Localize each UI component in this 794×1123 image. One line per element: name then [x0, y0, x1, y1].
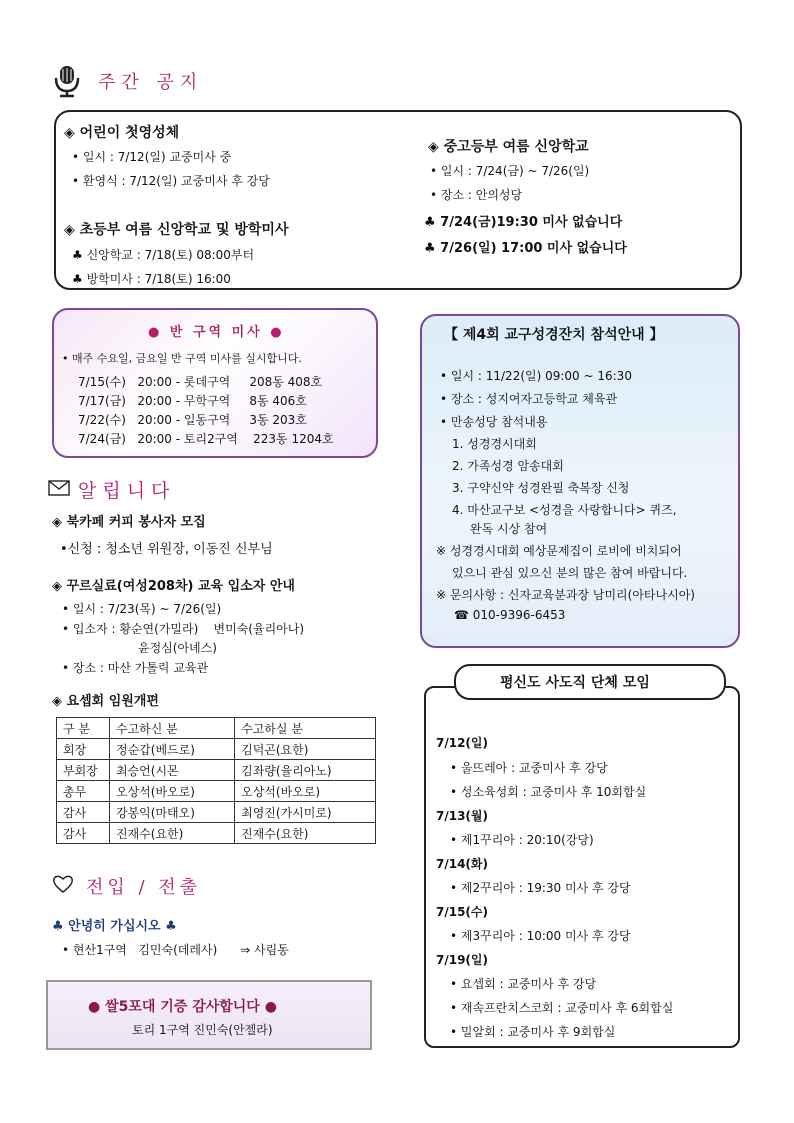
- table-row: [57, 823, 376, 844]
- table-row: [57, 718, 376, 739]
- meeting-item: • 제3꾸리아 : 10:00 미사 후 강당: [450, 929, 631, 943]
- table-cell: 감사: [57, 823, 110, 844]
- no-mass-notice-1: ♣ 7/24(금)19:30 미사 없습니다: [424, 215, 623, 230]
- first-communion-heading: ◈ 어린이 첫영성체: [64, 125, 180, 141]
- meeting-item: • 재속프란치스코회 : 교중미사 후 6회합실: [450, 1001, 674, 1015]
- meeting-date: 7/13(월): [436, 809, 488, 823]
- ban-mass-row: 7/24(금) 20:00 - 토리2구역 223동 1204호: [78, 432, 334, 446]
- table-row: [57, 760, 376, 781]
- meeting-date: 7/19(일): [436, 953, 488, 967]
- meeting-date: 7/14(화): [436, 857, 488, 871]
- meeting-item: • 밀알회 : 교중미사 후 9회합실: [450, 1025, 616, 1039]
- bible-line: • 만송성당 참석내용: [440, 415, 548, 429]
- first-communion-date: • 일시 : 7/12(일) 교중미사 중: [72, 150, 232, 164]
- elementary-camp-line: ♣ 신앙학교 : 7/18(토) 08:00부터: [72, 248, 255, 262]
- meeting-date: 7/15(수): [436, 905, 488, 919]
- book-cafe-apply: •신청 : 청소년 위원장, 이동진 신부님: [60, 542, 273, 557]
- meeting-item: • 요셉회 : 교중미사 후 강당: [450, 977, 597, 991]
- table-row: [57, 781, 376, 802]
- heart-icon: [52, 874, 74, 898]
- youth-camp-heading: ◈ 중고등부 여름 신앙학교: [428, 139, 589, 155]
- joseph-officers-table: [56, 717, 376, 844]
- bible-line: ※ 성경경시대회 예상문제집이 로비에 비치되어: [436, 544, 682, 558]
- notice-title: 알립니다: [78, 480, 176, 502]
- bible-line: 3. 구약신약 성경완필 축복장 신청: [452, 481, 630, 495]
- weekly-title: 주간 공지: [98, 72, 204, 93]
- table-cell: 수고하신 분: [110, 718, 235, 739]
- table-row: [57, 802, 376, 823]
- envelope-icon: [48, 480, 70, 500]
- table-cell: 오상석(바오로): [110, 781, 235, 802]
- table-cell: 강봉익(마태오): [110, 802, 235, 823]
- book-cafe-heading: ◈ 북카페 커피 봉사자 모집: [52, 515, 206, 530]
- thanks-title: ● 쌀5포대 기증 감사합니다 ●: [88, 999, 277, 1015]
- table-cell: 회장: [57, 739, 110, 760]
- bible-contact-phone: ☎ 010-9396-6453: [454, 608, 566, 622]
- meetings-title: 평신도 사도직 단체 모임: [500, 675, 650, 691]
- microphone-icon: [52, 64, 82, 98]
- meeting-item: • 제2꾸리아 : 19:30 미사 후 강당: [450, 881, 631, 895]
- ban-mass-row: 7/17(금) 20:00 - 무학구역 8동 406호: [78, 394, 307, 408]
- table-cell: 수고하실 분: [235, 718, 376, 739]
- youth-camp-place: • 장소 : 안의성당: [430, 188, 523, 202]
- bible-line: 4. 마산교구보 <성경을 사랑합니다> 퀴즈,: [452, 503, 677, 517]
- table-cell: 총무: [57, 781, 110, 802]
- bible-line: 완독 시상 참여: [470, 522, 548, 536]
- meeting-date: 7/12(일): [436, 736, 488, 750]
- no-mass-notice-2: ♣ 7/26(일) 17:00 미사 없습니다: [424, 241, 627, 256]
- youth-camp-date: • 일시 : 7/24(금) ~ 7/26(일): [430, 164, 590, 178]
- bible-line: ※ 문의사항 : 신자교육분과장 남미리(아타나시아): [436, 588, 695, 602]
- vacation-mass-line: ♣ 방학미사 : 7/18(토) 16:00: [72, 272, 231, 286]
- cursillo-participants: • 입소자 : 황순연(가밀라) 변미숙(율리아나): [62, 622, 305, 636]
- table-cell: 부회장: [57, 760, 110, 781]
- meeting-item: • 성소육성회 : 교중미사 후 10회합실: [450, 785, 647, 799]
- joseph-heading: ◈ 요셉회 임원개편: [52, 694, 159, 709]
- first-communion-welcome: • 환영식 : 7/12(일) 교중미사 후 강당: [72, 174, 270, 188]
- ban-mass-intro: • 매주 수요일, 금요일 반 구역 미사를 실시합니다.: [62, 352, 302, 365]
- farewell-heading: ♣ 안녕히 가십시오 ♣: [52, 919, 177, 934]
- transfer-title: 전입 / 전출: [86, 877, 202, 898]
- table-cell: 김좌량(율리아노): [235, 760, 376, 781]
- bible-line: 있으니 관심 있으신 분의 많은 참여 바랍니다.: [452, 566, 688, 580]
- table-cell: 진재수(요한): [235, 823, 376, 844]
- bible-festival-title: 【 제4회 교구성경잔치 참석안내 】: [444, 327, 664, 343]
- ban-mass-row: 7/22(수) 20:00 - 일동구역 3동 203호: [78, 413, 307, 427]
- bible-line: • 일시 : 11/22(일) 09:00 ~ 16:30: [440, 369, 632, 383]
- ban-mass-title: ● 반 구역 미사 ●: [148, 325, 285, 340]
- farewell-line: • 현산1구역 김민숙(데레사) ⇒ 사림동: [62, 943, 289, 957]
- meeting-item: • 울뜨레아 : 교중미사 후 강당: [450, 761, 608, 775]
- table-cell: 오상석(바오로): [235, 781, 376, 802]
- meeting-item: • 제1꾸리아 : 20:10(강당): [450, 833, 594, 847]
- table-cell: 진재수(요한): [110, 823, 235, 844]
- table-cell: 구 분: [57, 718, 110, 739]
- table-cell: 최승언(시몬: [110, 760, 235, 781]
- cursillo-date: • 일시 : 7/23(목) ~ 7/26(일): [62, 602, 222, 616]
- elementary-camp-heading: ◈ 초등부 여름 신앙학교 및 방학미사: [64, 222, 289, 238]
- thanks-donor: 토리 1구역 진민숙(안젤라): [132, 1023, 273, 1037]
- table-cell: 최영진(가시미로): [235, 802, 376, 823]
- cursillo-heading: ◈ 꾸르실료(여성208차) 교육 입소자 안내: [52, 579, 295, 594]
- bible-line: 1. 성경경시대회: [452, 437, 537, 451]
- table-row: [57, 739, 376, 760]
- bible-line: 2. 가족성경 암송대회: [452, 459, 564, 473]
- ban-mass-row: 7/15(수) 20:00 - 롯데구역 208동 408호: [78, 375, 323, 389]
- table-cell: 감사: [57, 802, 110, 823]
- cursillo-participants-2: 윤정심(아녜스): [138, 641, 217, 655]
- table-cell: 정순갑(베드로): [110, 739, 235, 760]
- cursillo-place: • 장소 : 마산 가톨릭 교육관: [62, 661, 209, 675]
- bible-line: • 장소 : 성지여자고등학교 체육관: [440, 392, 618, 406]
- table-cell: 김덕곤(요한): [235, 739, 376, 760]
